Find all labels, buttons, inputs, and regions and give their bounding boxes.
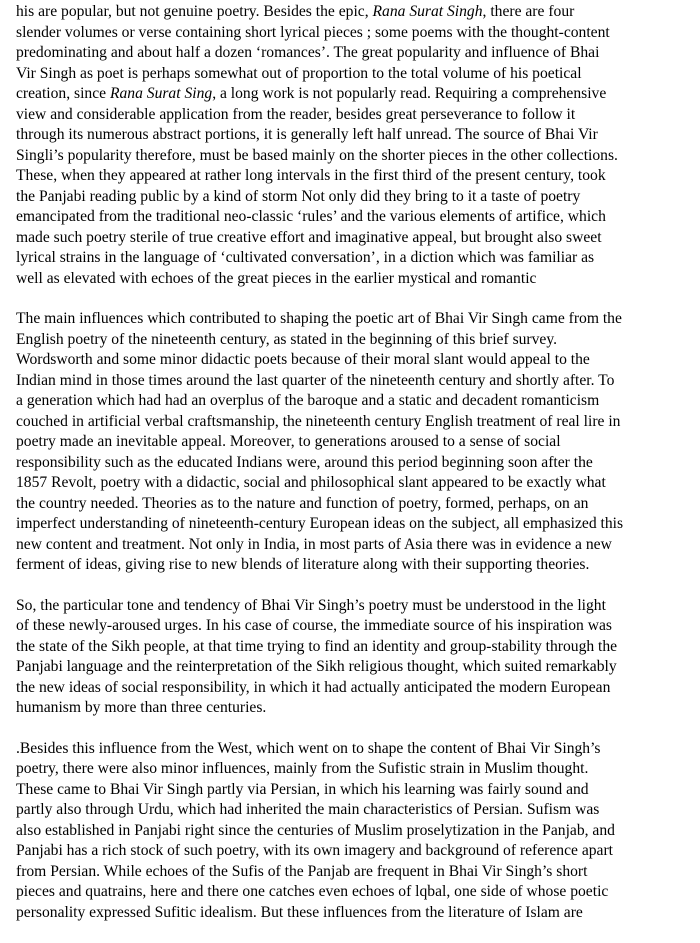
text-line xyxy=(16,187,690,208)
text-segment: imperfect understanding of nineteenth-century European ideas on the subject, all emphasized this xyxy=(16,515,624,532)
text-segment: couched in artificial verbal craftsmanship, the nineteenth century English treatment of real lire in xyxy=(16,412,621,430)
paragraph xyxy=(16,596,690,719)
text-line xyxy=(16,432,690,453)
text-line xyxy=(16,841,690,862)
text-segment: These, when they appeared at rather long intervals in the first third of the present century, took xyxy=(16,167,606,184)
text-line xyxy=(16,862,690,883)
text-segment: So, the particular tone and tendency of Bhai Vir Singh’s poetry must be understood in the light xyxy=(16,596,606,614)
text-segment: humanism by more than three centuries. xyxy=(16,699,267,716)
text-segment: of these newly-aroused urges. In his case of course, the immediate source of his inspiration was xyxy=(16,617,613,634)
text-line xyxy=(16,228,690,249)
text-segment: Panjabi has a rich stock of such poetry, with its own imagery and background of reference apart xyxy=(16,842,613,859)
text-segment: slender volumes or verse containing short lyrical pieces ; some poems with the thought-content xyxy=(16,23,610,41)
text-line xyxy=(16,64,690,85)
text-segment: 1857 Revolt, poetry with a didactic, social and philosophical slant appeared to be exactly what xyxy=(16,474,606,491)
text-segment: view and considerable application from the reader, besides great perseverance to follow it xyxy=(16,105,576,123)
text-line xyxy=(16,330,690,351)
text-segment: , a long work is not popularly read. Requiring a comprehensive xyxy=(212,85,607,102)
text-line xyxy=(16,535,690,556)
text-segment: personality expressed Sufitic idealism. But these influences from the literature of Islam are xyxy=(16,903,583,921)
text-line xyxy=(16,2,690,23)
paragraph xyxy=(16,309,690,576)
text-line xyxy=(16,616,690,637)
text-line xyxy=(16,759,690,780)
text-line xyxy=(16,637,690,658)
text-segment: lyrical strains in the language of ‘cultivated conversation’, in a diction which was familiar as xyxy=(16,249,595,266)
text-segment: partly also through Urdu, which had inherited the main characteristics of Persian. Sufism was xyxy=(16,801,600,818)
text-line xyxy=(16,309,690,330)
text-segment: the country needed. Theories as to the nature and function of poetry, formed, perhaps, on an xyxy=(16,494,589,512)
text-segment: made such poetry sterile of true creative effort and imaginative appeal, but brought also sweet xyxy=(16,228,602,246)
text-line xyxy=(16,882,690,903)
text-segment: poetry made an inevitable appeal. Moreover, to generations aroused to a sense of social xyxy=(16,433,561,450)
text-segment: creation, since xyxy=(16,85,110,102)
text-line xyxy=(16,678,690,699)
document-page xyxy=(16,2,690,943)
text-line xyxy=(16,43,690,64)
text-line xyxy=(16,657,690,678)
text-line xyxy=(16,739,690,760)
text-segment: the new ideas of social responsibility, in which it had actually anticipated the modern European xyxy=(16,678,611,696)
text-line xyxy=(16,125,690,146)
text-segment: Wordsworth and some minor didactic poets because of their moral slant would appeal to the xyxy=(16,351,590,368)
text-segment: the Panjabi reading public by a kind of storm Not only did they bring to it a taste of poetry xyxy=(16,187,581,205)
text-line xyxy=(16,248,690,269)
text-line xyxy=(16,453,690,474)
text-line xyxy=(16,391,690,412)
text-line xyxy=(16,412,690,433)
text-segment: well as elevated with echoes of the great pieces in the earlier mystical and romantic xyxy=(16,269,537,287)
text-line xyxy=(16,596,690,617)
text-line xyxy=(16,903,690,924)
text-segment: ferment of ideas, giving rise to new blends of literature along with their supporting theories. xyxy=(16,556,590,573)
text-line xyxy=(16,473,690,494)
text-line xyxy=(16,84,690,105)
text-segment: pieces and quatrains, here and there one catches even echoes of lqbal, one side of whose poetic xyxy=(16,883,609,900)
paragraph xyxy=(16,2,690,289)
text-segment: Panjabi language and the reinterpretation of the Sikh religious thought, which suited remarkably xyxy=(16,658,617,675)
text-segment: Vir Singh as poet is perhaps somewhat out of proportion to the total volume of his poetical xyxy=(16,64,582,82)
text-segment: new content and treatment. Not only in India, in most parts of Asia there was in evidence a new xyxy=(16,535,612,553)
text-line xyxy=(16,800,690,821)
text-segment: through its numerous abstract portions, it is generally left half unread. The source of Bhai Vir xyxy=(16,126,598,143)
text-line xyxy=(16,698,690,719)
text-line xyxy=(16,350,690,371)
text-segment: Indian mind in those times around the last quarter of the nineteenth century and shortly after. To xyxy=(16,371,615,389)
text-segment: , there are four xyxy=(482,3,575,20)
text-line xyxy=(16,269,690,290)
text-segment: English poetry of the nineteenth century, as stated in the beginning of this brief survey. xyxy=(16,330,558,348)
text-segment: .Besides this influence from the West, which went on to shape the content of Bhai Vir Singh’s xyxy=(16,739,601,757)
text-line xyxy=(16,371,690,392)
text-segment: predominating and about half a dozen ‘romances’. The great popularity and influence of Bhai xyxy=(16,44,600,61)
italic-title: Rana Surat Singh xyxy=(372,3,483,20)
paragraph xyxy=(16,739,690,924)
text-segment: his are popular, but not genuine poetry. Besides the epic, xyxy=(16,3,373,20)
text-line xyxy=(16,514,690,535)
text-line xyxy=(16,821,690,842)
text-segment: These came to Bhai Vir Singh partly via Persian, in which his learning was fairly sound and xyxy=(16,780,589,798)
text-line xyxy=(16,207,690,228)
text-segment: also established in Panjabi right since the centuries of Muslim proselytization in the Panjab, and xyxy=(16,821,615,839)
text-segment: from Persian. While echoes of the Sufis of the Panjab are frequent in Bhai Vir Singh’s short xyxy=(16,862,588,880)
text-segment: poetry, there were also minor influences, mainly from the Sufistic strain in Muslim thought. xyxy=(16,760,589,777)
text-line xyxy=(16,555,690,576)
text-line xyxy=(16,23,690,44)
text-segment: the state of the Sikh people, at that time trying to find an identity and group-stability through the xyxy=(16,637,618,655)
text-line xyxy=(16,166,690,187)
text-segment: Singli’s popularity therefore, must be based mainly on the shorter pieces in the other collections. xyxy=(16,146,618,164)
text-segment: a generation which had had an overplus of the baroque and a static and decadent romanticism xyxy=(16,392,600,409)
italic-title: Rana Surat Sing xyxy=(109,85,213,102)
text-line xyxy=(16,146,690,167)
text-line xyxy=(16,105,690,126)
text-segment: responsibility such as the educated Indians were, around this period beginning soon after the xyxy=(16,453,593,471)
text-segment: emancipated from the traditional neo-classic ‘rules’ and the various elements of artifice, which xyxy=(16,208,606,225)
text-segment: The main influences which contributed to shaping the poetic art of Bhai Vir Singh came from the xyxy=(16,310,622,327)
text-line xyxy=(16,780,690,801)
text-line xyxy=(16,494,690,515)
